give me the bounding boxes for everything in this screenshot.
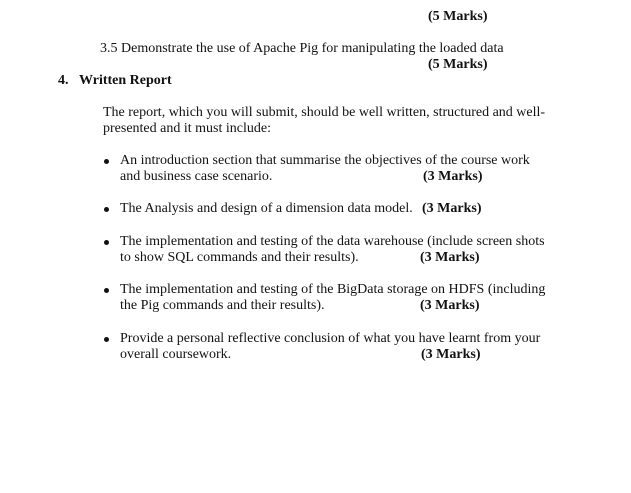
bullet-icon	[104, 207, 109, 212]
bullet-1-marks: (3 Marks)	[423, 169, 483, 184]
bullet-3-marks: (3 Marks)	[420, 250, 480, 265]
intro-line-1: The report, which you will submit, should be well written, structured and well-	[103, 105, 546, 120]
bullet-icon	[104, 240, 109, 245]
section-3-5-marks: (5 Marks)	[428, 57, 488, 72]
section-4-number: 4.	[58, 73, 69, 88]
bullet-2-marks: (3 Marks)	[422, 201, 482, 216]
intro-line-2: presented and it must include:	[103, 121, 271, 136]
bullet-1-line-1: An introduction section that summarise the objectives of the course work	[120, 153, 530, 168]
bullet-icon	[104, 159, 109, 164]
bullet-icon	[104, 288, 109, 293]
bullet-4-line-1: The implementation and testing of the BigData storage on HDFS (including	[120, 282, 546, 297]
bullet-1-line-2: and business case scenario.	[120, 169, 273, 184]
bullet-3-line-1: The implementation and testing of the data warehouse (include screen shots	[120, 234, 545, 249]
bullet-5-line-1: Provide a personal reflective conclusion of what you have learnt from your	[120, 331, 541, 346]
bullet-5-marks: (3 Marks)	[421, 347, 481, 362]
bullet-4-line-2: the Pig commands and their results).	[120, 298, 325, 313]
bullet-3-line-2: to show SQL commands and their results).	[120, 250, 359, 265]
bullet-icon	[104, 337, 109, 342]
bullet-2-line-1: The Analysis and design of a dimension data model.	[120, 201, 413, 216]
section-3-5-text: 3.5 Demonstrate the use of Apache Pig for manipulating the loaded data	[100, 41, 504, 56]
bullet-4-marks: (3 Marks)	[420, 298, 480, 313]
header-marks: (5 Marks)	[428, 9, 488, 24]
section-4-title: Written Report	[79, 73, 172, 88]
bullet-5-line-2: overall coursework.	[120, 347, 232, 362]
